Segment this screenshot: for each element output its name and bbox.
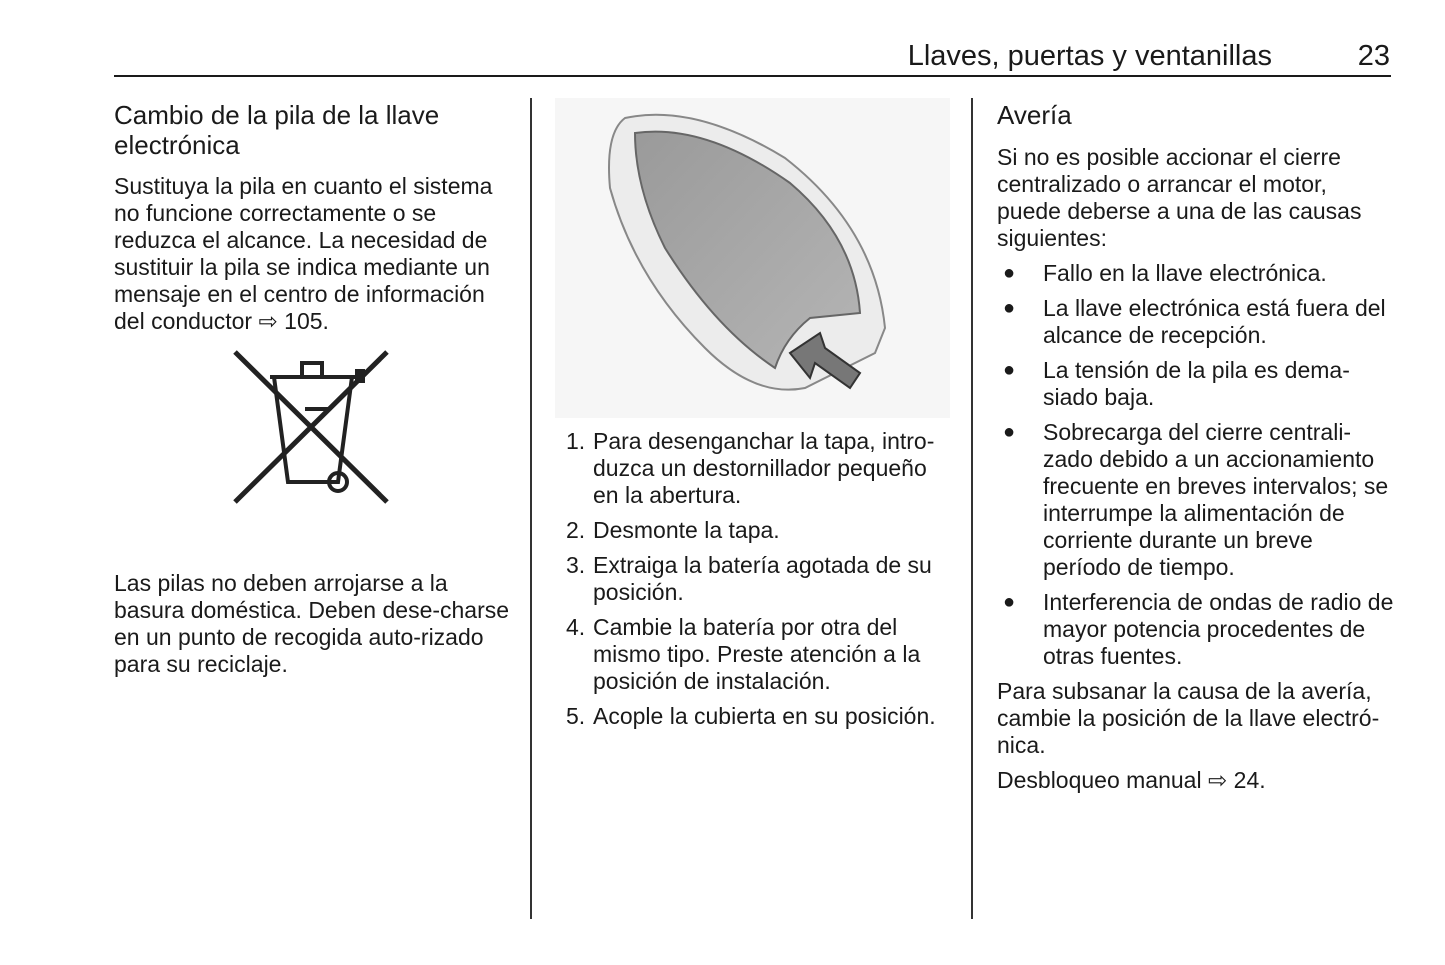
step-number: 3. xyxy=(566,552,586,578)
paragraph-text: Sustituya la pila en cuanto el sistema no funcione correctamente o se reduzca el alcance. La necesidad de sustituir la pila se indica mediante un mensaje en el centro de información del conductor xyxy=(114,173,493,334)
paragraph: Si no es posible accionar el cierre centralizado o arrancar el motor, puede deberse a una de las causas siguientes: xyxy=(997,144,1362,251)
bullet-text: Sobrecarga del cierre centrali-zado debido a un accionamiento frecuente en breves intervalos; se interrumpe la alimentación de corriente durante un breve período de tiempo. xyxy=(1043,419,1389,580)
bullet-icon: ● xyxy=(1003,297,1016,319)
middle-column xyxy=(566,428,956,730)
bullet-icon: ● xyxy=(1003,591,1016,613)
bullet-icon: ● xyxy=(1003,421,1016,443)
bullet-text: Interferencia de ondas de radio de mayor potencia procedentes de otras fuentes. xyxy=(1043,589,1394,669)
step-number: 2. xyxy=(566,517,586,543)
step-item xyxy=(566,517,956,544)
step-number: 5. xyxy=(566,703,586,729)
header-title: Llaves, puertas y ventanillas xyxy=(907,40,1272,72)
bullet-item xyxy=(997,589,1395,670)
header-rule xyxy=(114,75,1391,77)
section-heading: Avería xyxy=(997,100,1072,130)
step-item xyxy=(566,552,956,606)
step-number: 1. xyxy=(566,428,586,454)
causes-list xyxy=(997,260,1395,670)
bullet-item xyxy=(997,357,1395,411)
step-text: Extraiga la batería agotada de su posición. xyxy=(593,552,932,605)
paragraph: Para subsanar la causa de la avería, cambie la posición de la llave electró-nica. xyxy=(997,678,1380,758)
column-divider xyxy=(971,98,973,919)
paragraph-text: Desbloqueo manual xyxy=(997,767,1202,793)
bullet-icon: ● xyxy=(1003,262,1016,284)
bullet-item xyxy=(997,295,1395,349)
step-item xyxy=(566,703,956,730)
bullet-text: La tensión de la pila es dema-siado baja. xyxy=(1043,357,1350,410)
crossed-out-bin-icon xyxy=(230,347,392,507)
key-fob-illustration xyxy=(555,98,950,418)
paragraph xyxy=(114,173,514,335)
paragraph xyxy=(997,767,1395,794)
step-item xyxy=(566,614,956,695)
step-text: Para desenganchar la tapa, intro-duzca un destornillador pequeño en la abertura. xyxy=(593,428,935,508)
bullet-item xyxy=(997,419,1395,581)
column-divider xyxy=(530,98,532,919)
right-column xyxy=(997,100,1395,794)
page-number: 23 xyxy=(1357,40,1390,72)
bullet-icon: ● xyxy=(1003,359,1016,381)
step-item xyxy=(566,428,956,509)
paragraph: Las pilas no deben arrojarse a la basura doméstica. Deben dese-charse en un punto de recogida auto-rizado para su reciclaje. xyxy=(114,570,510,677)
bullet-item xyxy=(997,260,1395,287)
step-number: 4. xyxy=(566,614,586,640)
bullet-text: Fallo en la llave electrónica. xyxy=(1043,260,1327,286)
step-text: Cambie la batería por otra del mismo tipo. Preste atención a la posición de instalación. xyxy=(593,614,921,694)
page-reference[interactable]: ⇨ 105. xyxy=(258,308,329,334)
step-text: Desmonte la tapa. xyxy=(593,517,780,543)
section-heading: Cambio de la pila de la llave electrónica xyxy=(114,100,440,160)
steps-list xyxy=(566,428,956,730)
step-text: Acople la cubierta en su posición. xyxy=(593,703,936,729)
bullet-text: La llave electrónica está fuera del alcance de recepción. xyxy=(1043,295,1386,348)
page-reference[interactable]: ⇨ 24. xyxy=(1207,767,1266,793)
